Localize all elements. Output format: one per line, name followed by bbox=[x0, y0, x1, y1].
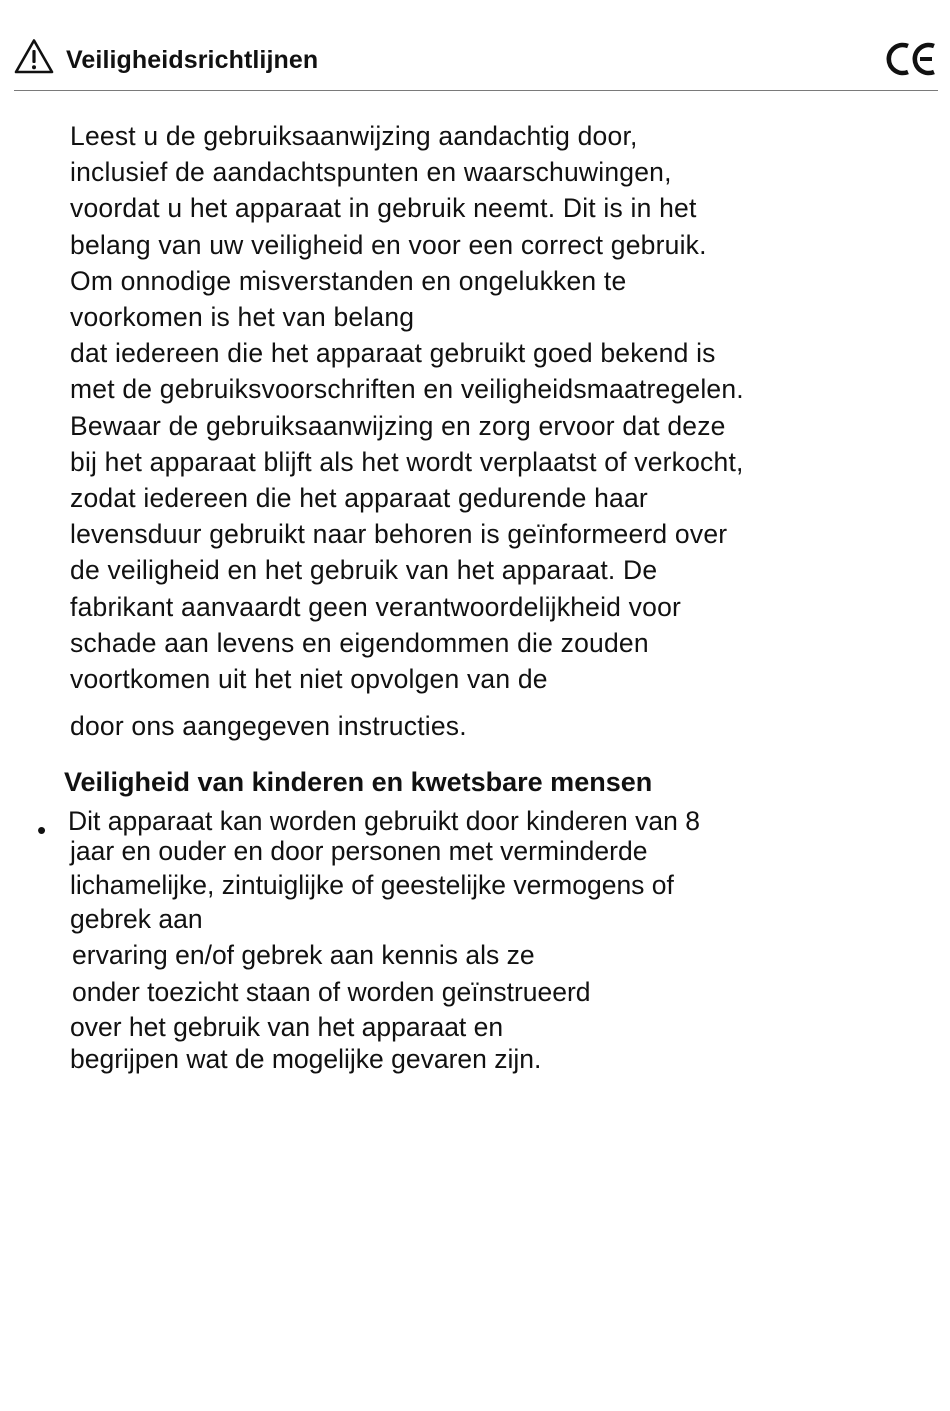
bullet-line: gebrek aan bbox=[70, 904, 203, 934]
bullet-line: over het gebruik van het apparaat en bbox=[70, 1012, 504, 1042]
intro-line: Leest u de gebruiksaanwijzing aandachtig door, bbox=[70, 121, 638, 151]
page-header bbox=[14, 38, 938, 91]
intro-line: voortkomen uit het niet opvolgen van de bbox=[70, 664, 548, 695]
intro-line: fabrikant aanvaardt geen verantwoordelijkheid voor bbox=[70, 591, 682, 622]
bullet-line: jaar en ouder en door personen met verminderde bbox=[70, 836, 648, 866]
intro-line: schade aan levens en eigendommen die zouden bbox=[70, 627, 649, 658]
intro-line: zodat iedereen die het apparaat gedurende haar bbox=[70, 483, 648, 514]
ce-mark-icon bbox=[886, 40, 938, 78]
intro-line: belang van uw veiligheid en voor een correct gebruik. bbox=[70, 229, 707, 260]
section-heading: Veiligheid van kinderen en kwetsbare mensen bbox=[64, 767, 653, 797]
intro-line: Bewaar de gebruiksaanwijzing en zorg ervoor dat deze bbox=[70, 410, 726, 441]
intro-line: inclusief de aandachtspunten en waarschuwingen, bbox=[70, 157, 672, 188]
intro-line: voorkomen is het van belang bbox=[70, 302, 415, 333]
bullet-line: lichamelijke, zintuiglijke of geestelijke vermogens of bbox=[70, 870, 674, 900]
bullet-line: ervaring en/of gebrek aan kennis als ze bbox=[72, 940, 535, 970]
bullet-marker: • bbox=[37, 815, 47, 845]
bullet-line: Dit apparaat kan worden gebruikt door kinderen van 8 bbox=[68, 806, 700, 836]
intro-paragraph bbox=[70, 118, 930, 697]
intro-line: bij het apparaat blijft als het wordt verplaatst of verkocht, bbox=[70, 446, 744, 477]
warning-triangle-icon bbox=[14, 38, 54, 75]
intro-line: Om onnodige misverstanden en ongelukken te bbox=[70, 265, 627, 296]
intro-line: met de gebruiksvoorschriften en veiligheidsmaatregelen. bbox=[70, 374, 744, 405]
intro-line: door ons aangegeven instructies. bbox=[70, 711, 467, 741]
bullet-line: onder toezicht staan of worden geïnstrueerd bbox=[72, 977, 591, 1007]
intro-line: levensduur gebruikt naar behoren is geïnformeerd over bbox=[70, 519, 728, 550]
intro-last-line bbox=[70, 708, 930, 744]
bullet-line: begrijpen wat de mogelijke gevaren zijn. bbox=[70, 1044, 542, 1074]
intro-line: dat iedereen die het apparaat gebruikt goed bekend is bbox=[70, 338, 716, 369]
intro-line: voordat u het apparaat in gebruik neemt. Dit is in het bbox=[70, 193, 697, 224]
page-title: Veiligheidsrichtlijnen bbox=[66, 46, 319, 74]
intro-line: de veiligheid en het gebruik van het apparaat. De bbox=[70, 555, 658, 586]
